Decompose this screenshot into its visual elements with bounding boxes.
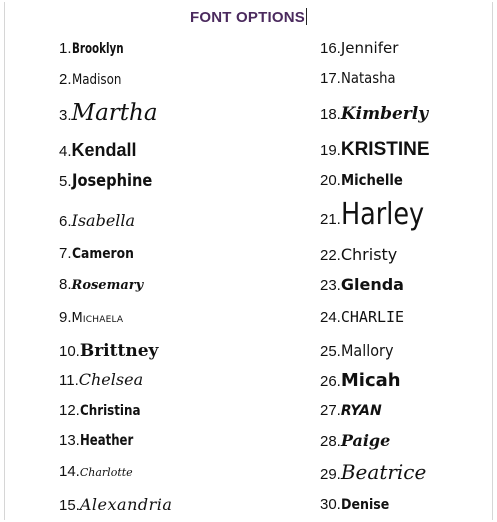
option-number: 27. (320, 402, 341, 419)
font-option-9 (59, 309, 123, 326)
option-number: 29. (320, 466, 341, 483)
option-number: 25. (320, 343, 341, 360)
font-option-10 (59, 341, 158, 361)
option-number: 15. (59, 497, 80, 514)
font-option-8 (59, 276, 143, 293)
font-option-23 (320, 275, 404, 294)
option-number: 28. (320, 433, 341, 450)
font-option-3 (59, 100, 158, 126)
option-name: Charlotte (79, 466, 133, 479)
font-option-14 (59, 463, 133, 480)
font-option-27 (320, 402, 382, 419)
option-number: 8. (59, 276, 72, 293)
option-name: Martha (71, 100, 158, 126)
option-name: Beatrice (340, 460, 427, 484)
option-number: 21. (320, 211, 341, 228)
option-number: 5. (59, 173, 72, 190)
option-name: Natasha (340, 69, 396, 87)
option-number: 1. (59, 40, 72, 57)
option-name: Kimberly (340, 104, 429, 124)
option-name: Denise (340, 497, 390, 513)
option-name: Michelle (340, 171, 403, 189)
option-number: 16. (320, 40, 341, 57)
font-option-7 (59, 245, 142, 262)
option-number: 17. (320, 70, 341, 87)
font-option-30 (320, 496, 395, 513)
option-name: Josephine (71, 171, 152, 191)
font-option-19 (320, 139, 430, 161)
option-number: 14. (59, 463, 80, 480)
option-number: 26. (320, 373, 341, 390)
option-number: 4. (59, 143, 72, 160)
option-number: 6. (59, 213, 72, 230)
font-option-2 (59, 71, 130, 88)
option-name: Isabella (71, 211, 136, 230)
option-name: Brooklyn (71, 41, 124, 57)
option-name: Rosemary (71, 278, 144, 293)
option-name: Brittney (79, 341, 159, 361)
font-option-18 (320, 104, 428, 124)
option-number: 7. (59, 245, 72, 262)
font-option-22 (320, 245, 397, 264)
option-number: 18. (320, 106, 341, 123)
font-option-29 (320, 460, 426, 484)
option-name: Harley (340, 197, 425, 232)
option-name: Chelsea (78, 370, 144, 389)
option-name: Christy (340, 245, 398, 264)
font-option-6 (59, 211, 135, 230)
font-option-1 (59, 40, 135, 57)
font-option-15 (59, 495, 172, 514)
font-option-16 (320, 39, 398, 57)
option-name: Alexandria (79, 495, 173, 514)
option-number: 12. (59, 402, 80, 419)
option-name: Michaela (71, 311, 124, 326)
text-cursor (306, 8, 307, 25)
option-name: RYAN (340, 403, 382, 419)
font-option-4 (59, 140, 137, 161)
option-number: 10. (59, 343, 80, 360)
option-name: Mallory (340, 341, 394, 360)
option-name: Cameron (71, 246, 134, 262)
option-number: 30. (320, 496, 341, 513)
font-option-11 (59, 370, 143, 389)
font-option-13 (59, 431, 148, 449)
option-name: Christina (79, 403, 141, 419)
option-name: Micah (340, 370, 401, 391)
font-option-21 (320, 197, 439, 232)
option-number: 11. (59, 372, 79, 389)
option-number: 19. (320, 142, 341, 159)
option-name: Paige (340, 431, 391, 450)
option-name: Kendall (71, 140, 137, 160)
font-option-12 (59, 402, 151, 419)
option-number: 20. (320, 172, 341, 189)
option-name: CHARLIE (340, 308, 405, 326)
option-number: 3. (59, 107, 72, 124)
option-number: 23. (320, 277, 341, 294)
option-name: Madison (71, 72, 121, 88)
option-number: 22. (320, 247, 341, 264)
option-number: 13. (59, 432, 80, 449)
font-option-17 (320, 69, 403, 87)
option-number: 2. (59, 71, 72, 88)
font-option-26 (320, 370, 401, 391)
font-option-5 (59, 171, 165, 191)
font-option-25 (320, 341, 399, 360)
option-number: 9. (59, 309, 72, 326)
option-number: 24. (320, 309, 341, 326)
font-option-24 (320, 308, 404, 326)
font-option-20 (320, 171, 411, 189)
title-text: FONT OPTIONS (190, 9, 305, 26)
option-name: Jennifer (340, 39, 399, 57)
option-name: KRISTINE (340, 139, 430, 160)
option-name: Glenda (340, 275, 404, 294)
font-option-28 (320, 431, 390, 450)
page-title (0, 8, 497, 26)
option-name: Heather (79, 431, 134, 449)
